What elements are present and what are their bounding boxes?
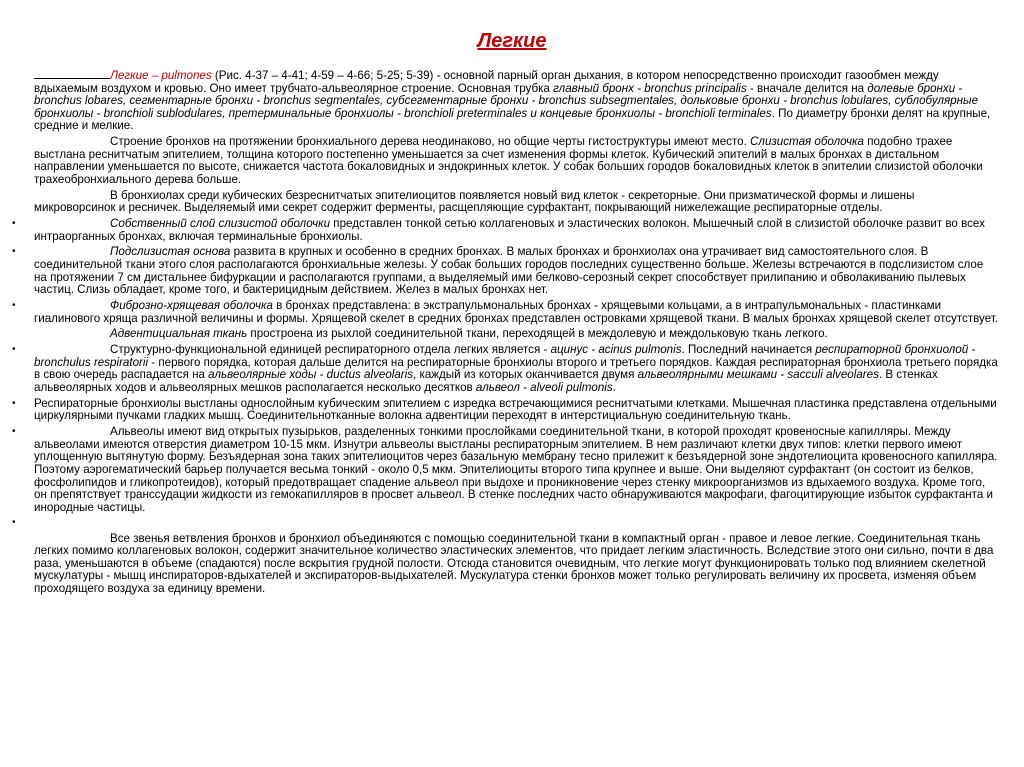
paragraph-intro: Легкие – pulmones (Рис. 4-37 – 4-41; 4-59 – 4-66; 5-25; 5-39) - основной парный орган дыхания, в котором непосредственно происходит газообмен между вдыхаемым воздухом и кровью. Оно имеет трубчато-альвеолярное строение. Основная трубка главный бронх - bronchus principalis - вначале делится на долевые бронхи - bronchus lobares, сегментарные бронхи - bronchus segmentales, субсегментарные бронхи - bronchus subsegmentales, дольковые бронхи - bronchus lobulares, сублобулярные бронхиолы - bronchioli sublodulares, претерминальные бронхиолы - bronchioli preterminales и концевые бронхиолы - bronchioli terminales. По диаметру бронхи делят на крупные, средние и мелкие. xyxy=(34,69,991,133)
text-body xyxy=(34,68,998,599)
paragraph-bronchi-structure: Строение бронхов на протяжении бронхиального дерева неодинаково, но общие черты гистоструктуры имеют место. Слизистая оболочка подобно трахее выстлана реснитчатым эпителием, толщина которого постепенно уменьшается за счет изменения формы клеток. Кубический эпителий в малых бронхах в дистальном направлении уменьшается по высоте, снижается частота бокаловидных и эндокринных клеток. У собак больших городов бокаловидных клеток в эпителии слизистой оболочки трахеобронхиального дерева больше. xyxy=(34,135,983,186)
paragraph-fibrocartilage: • Фиброзно-хрящевая оболочка в бронхах представлена: в экстрапульмональных бронхах - хрящевыми кольцами, а в интрапульмональных - пластинками гиалинового хряща различной величины и формы. Хрящевой скелет в средних бронхах представлен островками хрящевой ткани. В малых бронхах хрящевой скелет отсутствует. xyxy=(34,300,998,325)
paragraph-bronchioles: В бронхиолах среди кубических безреснитчатых эпителиоцитов появляется новый вид клеток - секреторные. Они призматической формы и лишены микроворсинок и ресничек. Выделяемый ими секрет содержит ферменты, расщепляющие сурфактант, покрывающий нижележащие респираторные отделы. xyxy=(34,188,915,215)
paragraph-lamina-propria: • Собственный слой слизистой оболочки представлен тонкой сетью коллагеновых и эластических волокон. Мышечный слой в слизистой оболочке развит во всех интраорганных бронхах, включая терминальные бронхиолы. xyxy=(34,218,998,243)
paragraph-lung-elasticity: Все звенья ветвления бронхов и бронхиол объединяются с помощью соединительной ткани в компактный орган - правое и левое легкие. Соединительная ткань легких помимо коллагеновых волокон, содержит значительное количество эластических элементов, что придает легким эластичность. Вследствие этого они сильно, почти в два раза, уменьшаются в объеме (спадаются) после вскрытия грудной полости. Отсюда становится очевидным, что легкие могут функционировать только под влиянием скелетной мускулатуры - мышц инспираторов-вдыхателей и экспираторов-выдыхателей. Мускулатура стенки бронхов может только регулировать величину их просвета, изменяя объем проходящего воздуха за единицу времени. xyxy=(34,531,994,596)
page-title: Легкие xyxy=(477,30,547,52)
paragraph-respiratory-bronchioles: • Респираторные бронхиолы выстланы однослойным кубическим эпителием с изредка встречающимися реснитчатыми клетками. Мышечная пластинка представлена отдельными циркулярными пучками гладких мышц. Соединительнотканные волокна адвентиции переходят в интерстициальную соединительную ткань. xyxy=(34,398,998,423)
paragraph-adventitia: Адвентициальная ткань простроена из рыхлой соединительной ткани, переходящей в междолевую и междольковую ткань легкого. xyxy=(110,327,828,341)
paragraph-acinus: • Структурно-функциональной единицей респираторного отдела легких является - ацинус - acinus pulmonis. Последний начинается респираторной бронхиолой - bronchulus respiratorii - первого порядка, которая дальше делится на респираторные бронхиолы второго и третьего порядков. Каждая респираторная бронхиола третьего порядка в свою очередь распадается на альвеолярные ходы - ductus alveolaris, каждый из которых оканчивается двумя альвеолярными мешками - sacculi alveolares. В стенках альвеолярных ходов и альвеолярных мешков располагается несколько десятков альвеол - alveoli pulmonis. xyxy=(34,344,998,394)
paragraph-submucosa: • Подслизистая основа развита в крупных и особенно в средних бронхах. В малых бронхах и бронхиолах она утрачивает вид самостоятельного слоя. В соединительной ткани этого слоя располагаются бронхиальные железы. У собак больших городов последних существенно больше. Железы встречаются в подслизистом слое на протяжении 7 см дистальнее бифуркации и располагаются группами, а выделяемый ими белково-серозный секрет способствует прилипанию и обволакиванию пылевых частиц. Слизь обладает, кроме того, и бактерицидным действием. Желез в малых бронхах нет. xyxy=(34,246,998,296)
empty-bullet-line xyxy=(34,517,998,529)
paragraph-alveoli: • Альвеолы имеют вид открытых пузырьков, разделенных тонкими прослойками соединительной ткани, в которой проходят кровеносные капилляры. Между альвеолами имеются отверстия диаметром 10-15 мкм. Изнутри альвеолы выстланы респираторным эпителием. В нем различают клетки двух типов: клетки первого имеют уплощенную вытянутую форму. Безъядерная зона таких эпителиоцитов через базальную мембрану тесно прилежит к безъядерной зоне эндотелиоцита кровеносного капилляра. Поэтому аэрогематический барьер получается весьма тонкий - около 0,5 мкм. Эпителиоциты второго типа крупнее и выше. Они выделяют сурфактант (он состоит из белков, фосфолипидов и гликопротеидов), который предотвращает спадение альвеол при выдохе и проникновение через стенку микроорганизмов из вдыхаемого воздуха. Кроме того, он препятствует транссудации жидкости из гемокапилляров в просвет альвеол. В стенке последних часто обнаруживаются макрофаги, фагоцитирующие избыток сурфактанта и инородные частицы. xyxy=(34,426,998,514)
indent-underline xyxy=(34,68,110,79)
